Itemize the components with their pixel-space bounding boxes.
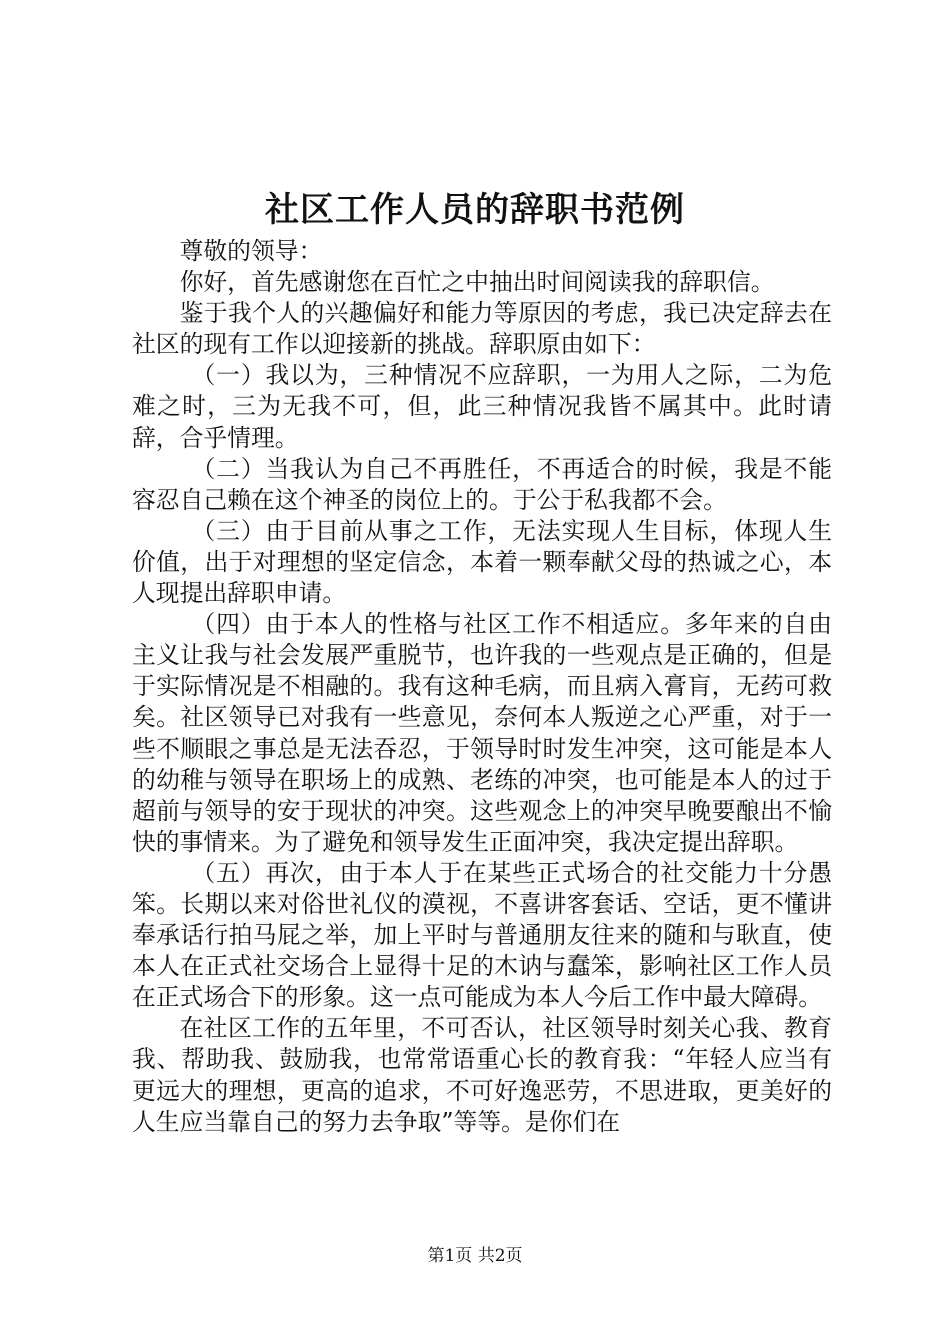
paragraph-intro: 鉴于我个人的兴趣偏好和能力等原因的考虑，我已决定辞去在社区的现有工作以迎接新的挑战。辞职原由如下： [132, 299, 832, 359]
reason-4: （四）由于本人的性格与社区工作不相适应。多年来的自由主义让我与社会发展严重脱节，也许我的一些观点是正确的，但是于实际情况是不相融的。我有这种毛病，而且病入膏肓，无药可救矣。社区领导已对我有一些意见，奈何本人叛逆之心严重，对于一些不顺眼之事总是无法吞忍，于领导时时发生冲突，这可能是本人的幼稚与领导在职场上的成熟、老练的冲突，也可能是本人的过于超前与领导的安于现状的冲突。这些观念上的冲突早晚要酿出不愉快的事情来。为了避免和领导发生正面冲突，我决定提出辞职。 [132, 610, 832, 856]
paragraph-greeting: 你好，首先感谢您在百忙之中抽出时间阅读我的辞职信。 [179, 268, 775, 297]
document-title: 社区工作人员的辞职书范例 [265, 190, 685, 230]
salutation: 尊敬的领导： [179, 237, 323, 265]
reason-2: （二）当我认为自己不再胜任，不再适合的时候，我是不能容忍自己赖在这个神圣的岗位上的。于公于私我都不会。 [132, 454, 832, 514]
document-body [132, 236, 832, 1138]
paragraph-closing: 在社区工作的五年里，不可否认，社区领导时刻关心我、教育我、帮助我、鼓励我，也常常语重心长的教育我：“年轻人应当有更远大的理想，更高的追求，不可好逸恶劳，不思进取，更美好的人生应当靠自己的努力去争取”等等。是你们在 [132, 1014, 832, 1136]
page-footer: 第1页 共2页 [427, 1246, 523, 1266]
reason-1: （一）我以为，三种情况不应辞职，一为用人之际，二为危难之时，三为无我不可，但，此三种情况我皆不属其中。此时请辞，合乎情理。 [132, 361, 832, 452]
reason-5: （五）再次，由于本人于在某些正式场合的社交能力十分愚笨。长期以来对俗世礼仪的漠视，不喜讲客套话、空话，更不懂讲奉承话行拍马屁之举，加上平时与普通朋友往来的随和与耿直，使本人在正式社交场合上显得十足的木讷与蠢笨，影响社区工作人员在正式场合下的形象。这一点可能成为本人今后工作中最大障碍。 [132, 858, 832, 1012]
reason-3: （三）由于目前从事之工作，无法实现人生目标，体现人生价值，出于对理想的坚定信念，本着一颗奉献父母的热诚之心，本人现提出辞职申请。 [132, 516, 832, 608]
